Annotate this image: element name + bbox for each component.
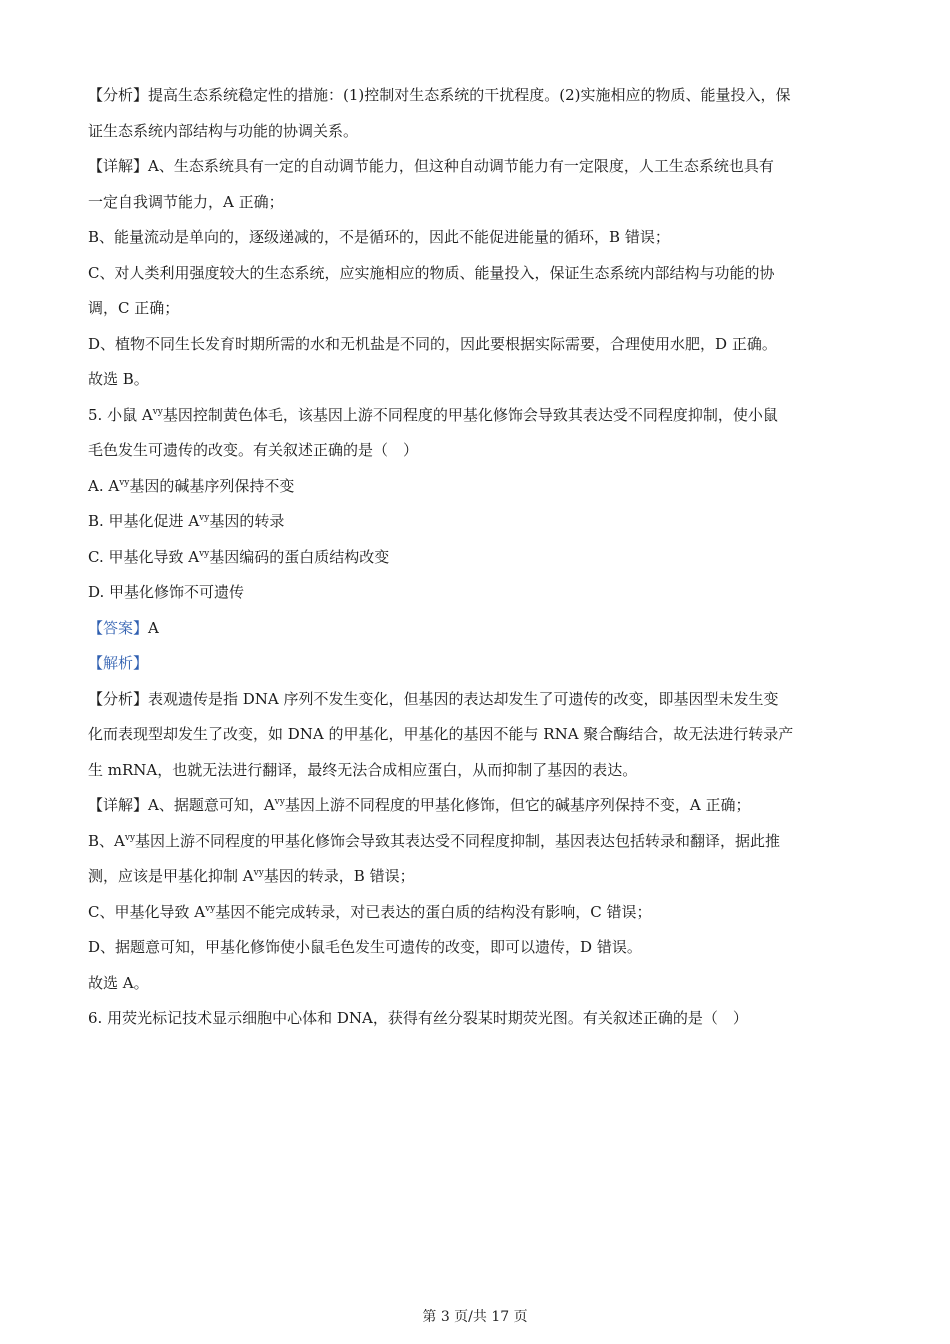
option-a: A. $A^{vy}$基因的碱基序列保持不变 — [88, 476, 295, 495]
detail-line: D、据题意可知，甲基化修饰使小鼠毛色发生可遗传的改变，即可以遗传，D 错误。 — [88, 938, 642, 956]
conclusion-line: 故选 A。 — [88, 973, 149, 992]
text-line: D、植物不同生长发育时期所需的水和无机盐是不同的，因此要根据实际需要，合理使用水肥，D 正确。 — [88, 334, 777, 353]
text-line: 【详解】A、生态系统具有一定的自动调节能力，但这种自动调节能力有一定限度，人工生态系统也具有 — [88, 157, 774, 175]
page-footer: 第 3 页/共 17 页 — [422, 1309, 528, 1325]
page-body — [88, 78, 868, 1037]
question-5-stem-cont: 毛色发生可遗传的改变。有关叙述正确的是（ ） — [88, 441, 419, 459]
answer-label: 【答案】 — [88, 618, 149, 637]
superscript-vy: vy — [152, 406, 163, 417]
detail-line: B、$A^{vy}$基因上游不同程度的甲基化修饰会导致其表达受不同程度抑制，基因表达包括转录和翻译，据此推 — [88, 831, 781, 850]
detail-line: 【详解】A、据题意可知，$A^{vy}$基因上游不同程度的甲基化修饰，但它的碱基序列保持不变，A 正确； — [88, 796, 751, 814]
text-line: 证生态系统内部结构与功能的协调关系。 — [88, 121, 359, 140]
answer-value: A — [148, 618, 159, 637]
analysis-line: 化而表现型却发生了改变，如 DNA 的甲基化，甲基化的基因不能与 RNA 聚合酶结合，故无法进行转录产 — [88, 725, 794, 743]
text-line: 一定自我调节能力，A 正确； — [88, 192, 284, 211]
detail-line: C、甲基化导致 $A^{vy}$基因不能完成转录，对已表达的蛋白质的结构没有影响，C 错误； — [88, 902, 652, 921]
answer-line — [88, 611, 868, 647]
text-line: C、对人类利用强度较大的生态系统，应实施相应的物质、能量投入，保证生态系统内部结构与功能的协 — [88, 263, 775, 282]
text-line: B、能量流动是单向的，逐级递减的，不是循环的，因此不能促进能量的循环，B 错误； — [88, 228, 670, 246]
analysis-line: 生 mRNA，也就无法进行翻译，最终无法合成相应蛋白，从而抑制了基因的表达。 — [88, 760, 638, 779]
explanation-label: 【解析】 — [88, 654, 149, 672]
option-d: D. 甲基化修饰不可遗传 — [88, 583, 245, 601]
option-b: B. 甲基化促进 $A^{vy}$基因的转录 — [88, 512, 285, 530]
question-6-stem: 6. 用荧光标记技术显示细胞中心体和 DNA，获得有丝分裂某时期荧光图。有关叙述正确的是（ ） — [88, 1009, 748, 1027]
question-5-stem: 5. 小鼠 $A^{vy}$基因控制黄色体毛，该基因上游不同程度的甲基化修饰会导致其表达受不同程度抑制，使小鼠 — [88, 405, 778, 424]
text-line: 故选 B。 — [88, 370, 149, 388]
detail-line: 测，应该是甲基化抑制 $A^{vy}$基因的转录，B 错误； — [88, 867, 415, 885]
text-line: 【分析】提高生态系统稳定性的措施：(1)控制对生态系统的干扰程度。(2)实施相应的物质、能量投入，保 — [88, 86, 791, 104]
option-c: C. 甲基化导致 $A^{vy}$基因编码的蛋白质结构改变 — [88, 547, 390, 566]
text-line: 调，C 正确； — [88, 299, 180, 317]
analysis-line: 【分析】表观遗传是指 DNA 序列不发生变化，但基因的表达却发生了可遗传的改变，即基因型未发生变 — [88, 689, 779, 708]
